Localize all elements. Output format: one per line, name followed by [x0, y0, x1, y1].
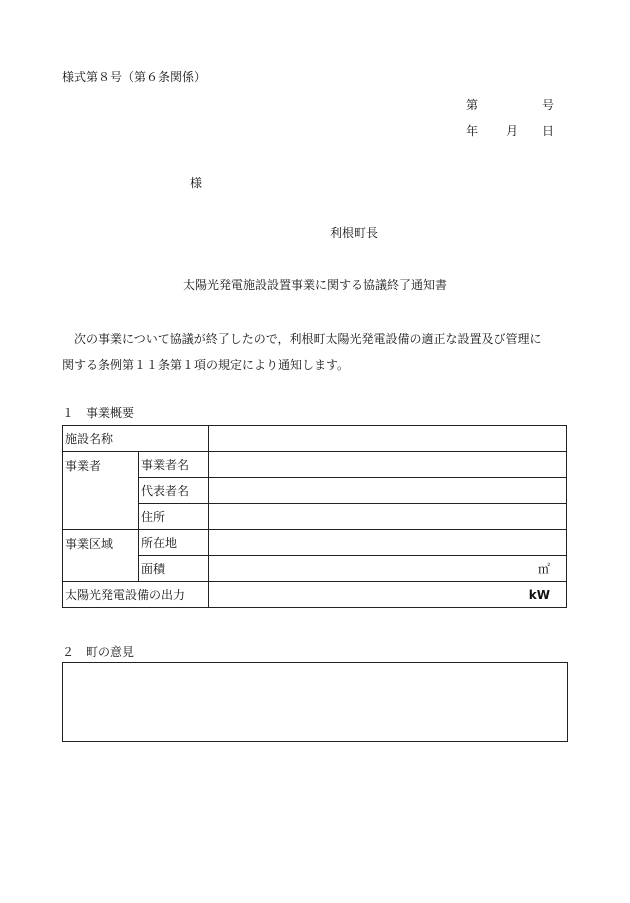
sender: 利根町長 — [330, 226, 379, 240]
body-line-2: 関する条例第１１条第１項の規定により通知します。 — [62, 358, 350, 372]
address-label: 住所 — [139, 504, 209, 530]
area-label: 面積 — [139, 556, 209, 582]
body-text — [62, 326, 572, 378]
operator-name-field[interactable] — [209, 452, 567, 478]
facility-name-label: 施設名称 — [63, 426, 209, 452]
section-1-heading: １ 事業概要 — [62, 406, 135, 420]
address-field[interactable] — [209, 504, 567, 530]
table-row — [63, 556, 567, 582]
form-label: 様式第８号（第６条関係） — [62, 70, 207, 84]
output-label: 太陽光発電設備の出力 — [63, 582, 209, 608]
town-opinion-box[interactable] — [62, 662, 568, 742]
section-2-heading: ２ 町の意見 — [62, 645, 135, 659]
addressee: 様 — [190, 176, 203, 190]
operator-label: 事業者 — [63, 452, 139, 530]
operator-name-label: 事業者名 — [139, 452, 209, 478]
document-number-prefix: 第 — [466, 98, 479, 112]
representative-field[interactable] — [209, 478, 567, 504]
table-row — [63, 530, 567, 556]
location-label: 所在地 — [139, 530, 209, 556]
location-field[interactable] — [209, 530, 567, 556]
output-unit: kW — [528, 587, 550, 602]
project-overview-table — [62, 425, 567, 608]
date-year: 年 — [466, 124, 479, 138]
output-field[interactable] — [209, 582, 567, 608]
table-row — [63, 452, 567, 478]
project-area-label: 事業区域 — [63, 530, 139, 582]
table-row — [63, 426, 567, 452]
area-field[interactable] — [209, 556, 567, 582]
document-number-suffix: 号 — [542, 98, 555, 112]
facility-name-field[interactable] — [209, 426, 567, 452]
document-title: 太陽光発電施設設置事業に関する協議終了通知書 — [182, 278, 447, 292]
table-row — [63, 478, 567, 504]
table-row — [63, 582, 567, 608]
table-row — [63, 504, 567, 530]
date-month: 月 — [506, 124, 519, 138]
date-day: 日 — [542, 124, 555, 138]
body-line-1: 次の事業について協議が終了したので，利根町太陽光発電設備の適正な設置及び管理に — [62, 332, 542, 346]
representative-label: 代表者名 — [139, 478, 209, 504]
area-unit: ㎡ — [537, 562, 550, 576]
